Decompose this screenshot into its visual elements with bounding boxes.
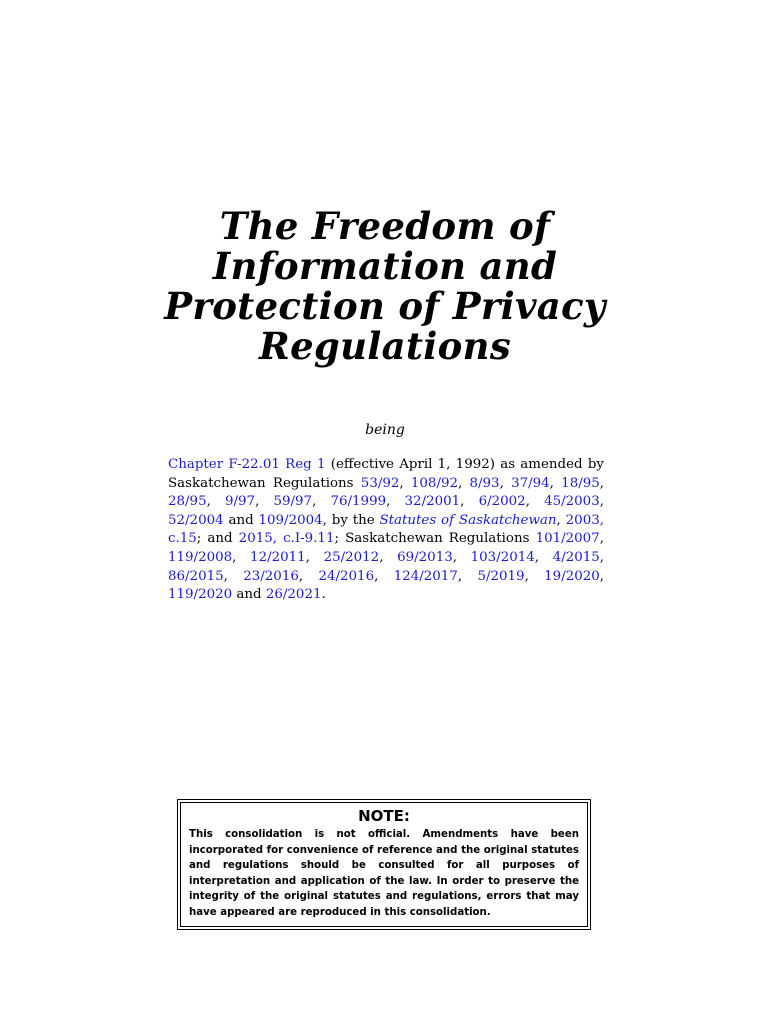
separator: , <box>599 549 605 565</box>
separator: , <box>524 568 545 584</box>
separator: , <box>599 475 605 491</box>
history-text: , by the <box>322 512 380 528</box>
separator: , <box>599 568 605 584</box>
link-reg-86-2015[interactable]: 86/2015 <box>168 568 224 584</box>
link-statute-2003-c15[interactable]: 2003, c.15 <box>168 512 604 547</box>
being-label: being <box>365 422 405 438</box>
link-reg-25-2012[interactable]: 25/2012 <box>323 549 380 565</box>
separator: , <box>549 475 562 491</box>
link-reg-19-2020[interactable]: 19/2020 <box>544 568 600 584</box>
separator: , <box>452 549 471 565</box>
note-box <box>177 799 591 930</box>
link-reg-4-2015[interactable]: 4/2015 <box>552 549 600 565</box>
link-reg-103-2014[interactable]: 103/2014 <box>470 549 535 565</box>
link-reg-5-2019[interactable]: 5/2019 <box>477 568 525 584</box>
separator: , <box>305 549 324 565</box>
separator: , <box>460 494 479 510</box>
history-text: and <box>232 587 266 603</box>
separator: , <box>399 475 411 491</box>
title-line: The Freedom of <box>219 204 551 248</box>
separator: , <box>386 494 405 510</box>
link-statutes-of-saskatchewan[interactable]: Statutes of Saskatchewan <box>379 512 557 528</box>
separator: , <box>457 568 478 584</box>
link-reg-37-94[interactable]: 37/94 <box>511 475 550 491</box>
separator: , <box>312 494 331 510</box>
link-reg-76-1999[interactable]: 76/1999 <box>330 494 387 510</box>
link-reg-12-2011[interactable]: 12/2011 <box>250 549 306 565</box>
link-reg-109-2004[interactable]: 109/2004 <box>258 512 323 528</box>
separator: , <box>255 494 274 510</box>
separator: , <box>458 475 470 491</box>
link-reg-32-2001[interactable]: 32/2001 <box>404 494 461 510</box>
link-reg-59-97[interactable]: 59/97 <box>273 494 313 510</box>
link-reg-101-2007[interactable]: 101/2007 <box>535 531 600 547</box>
separator: , <box>599 531 604 547</box>
link-reg-124-2017[interactable]: 124/2017 <box>393 568 458 584</box>
history-text: ; and <box>196 531 239 547</box>
link-reg-9-97[interactable]: 9/97 <box>225 494 256 510</box>
link-reg-18-95[interactable]: 18/95 <box>561 475 600 491</box>
separator: , <box>232 549 251 565</box>
history-text: , <box>556 512 566 528</box>
history-text: (effective April 1, 1992) as amended by Saskatchewan Regulations <box>168 457 604 491</box>
link-reg-24-2016[interactable]: 24/2016 <box>318 568 375 584</box>
history-text: ; Saskatchewan Regulations <box>334 531 536 547</box>
separator: , <box>534 549 553 565</box>
separator: , <box>206 494 225 510</box>
title-line: Regulations <box>259 324 511 368</box>
separator: , <box>499 475 512 491</box>
link-chapter[interactable]: Chapter F-22.01 Reg 1 <box>168 457 326 472</box>
note-box-inner <box>180 802 588 927</box>
link-reg-6-2002[interactable]: 6/2002 <box>478 494 526 510</box>
link-reg-8-93[interactable]: 8/93 <box>469 475 500 491</box>
separator: , <box>599 494 604 510</box>
history-text: . <box>321 587 326 603</box>
title-line: Protection of Privacy <box>164 284 606 328</box>
document-title <box>120 206 650 366</box>
amendment-history <box>168 456 604 605</box>
link-reg-26-2021[interactable]: 26/2021 <box>265 587 322 603</box>
separator: , <box>223 568 244 584</box>
link-reg-23-2016[interactable]: 23/2016 <box>243 568 299 584</box>
link-reg-119-2008[interactable]: 119/2008 <box>168 549 233 565</box>
separator: , <box>298 568 319 584</box>
link-reg-108-92[interactable]: 108/92 <box>410 475 458 491</box>
note-heading: NOTE: <box>358 807 410 825</box>
separator: , <box>379 549 398 565</box>
link-reg-69-2013[interactable]: 69/2013 <box>397 549 453 565</box>
separator: , <box>374 568 394 584</box>
title-line: Information and <box>212 244 558 288</box>
link-reg-52-2004[interactable]: 52/2004 <box>168 512 224 528</box>
link-reg-119-2020[interactable]: 119/2020 <box>168 587 233 603</box>
link-reg-53-92[interactable]: 53/92 <box>360 475 400 491</box>
history-text: and <box>223 512 259 528</box>
link-reg-28-95[interactable]: 28/95 <box>168 494 207 510</box>
link-reg-45-2003[interactable]: 45/2003 <box>544 494 600 510</box>
note-body: This consolidation is not official. Amendments have been incorporated for convenience of reference and the original statutes and regulations should be consulted for all purposes of interpretation and application of the law. In order to preserve the integrity of the original statutes and regulations, errors that may have appeared are reproduced in this consolidation. <box>189 829 579 918</box>
link-statute-2015-ci911[interactable]: 2015, c.I-9.11 <box>238 531 335 547</box>
separator: , <box>525 494 545 510</box>
